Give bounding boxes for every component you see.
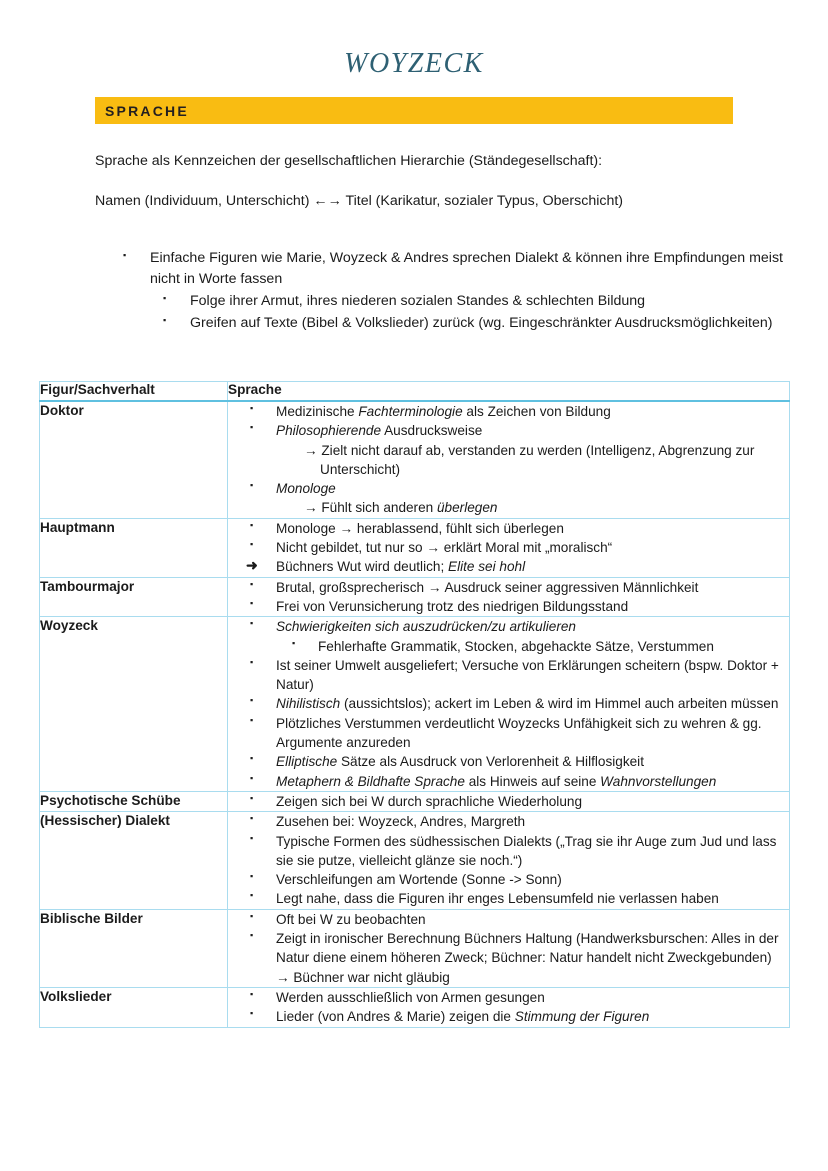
- table-cell-text: Frei von Verunsicherung trotz des niedrigen Bildungsstand: [276, 598, 629, 614]
- square-bullet-icon: ▪: [250, 832, 254, 843]
- table-row: [40, 617, 790, 792]
- table-row: [40, 577, 790, 617]
- square-bullet-icon: ▪: [250, 910, 254, 921]
- square-bullet-icon: ▪: [250, 480, 254, 491]
- table-cell-line: [228, 617, 789, 636]
- table-cell-text: Zeigen sich bei W durch sprachliche Wiederholung: [276, 793, 583, 809]
- table-cell-figur: Biblische Bilder: [40, 909, 228, 987]
- column-header-figur: Figur/Sachverhalt: [40, 382, 228, 402]
- table-cell-line: [228, 656, 789, 695]
- table-row: [40, 401, 790, 518]
- table-cell-sprache: [228, 812, 790, 909]
- top-list-item: [95, 248, 785, 289]
- table-cell-figur: Psychotische Schübe: [40, 791, 228, 811]
- table-cell-line: [228, 752, 789, 771]
- table-cell-line: [228, 538, 789, 557]
- table-cell-text: Oft bei W zu beobachten: [276, 911, 426, 927]
- table-cell-line: [228, 929, 789, 987]
- table-cell-text: Plötzliches Verstummen verdeutlicht Woyzecks Unfähigkeit sich zu wehren & gg. Argumente anzureden: [276, 715, 762, 751]
- table-cell-line: [228, 832, 789, 871]
- square-bullet-icon: ▪: [250, 519, 254, 530]
- square-bullet-icon: ▪: [163, 293, 167, 304]
- square-bullet-icon: ▪: [163, 314, 167, 325]
- table-cell-text: Verschleifungen am Wortende (Sonne -> Sonn): [276, 872, 562, 888]
- table-cell-text: Medizinische Fachterminologie als Zeichen von Bildung: [276, 404, 611, 419]
- table-cell-text: Elliptische Sätze als Ausdruck von Verlorenheit & Hilflosigkeit: [276, 754, 644, 770]
- square-bullet-icon: ▪: [250, 695, 254, 706]
- table-cell-sprache: [228, 791, 790, 811]
- table-cell-text: Nicht gebildet, tut nur so → erklärt Moral mit „moralisch“: [276, 540, 613, 556]
- table-cell-figur: Tambourmajor: [40, 577, 228, 617]
- square-bullet-icon: ▪: [250, 422, 254, 433]
- table-cell-line: [228, 988, 789, 1007]
- table-cell-figur: Doktor: [40, 401, 228, 518]
- square-bullet-icon: ▪: [250, 578, 254, 589]
- table-cell-line: [228, 479, 789, 498]
- table-cell-text: Legt nahe, dass die Figuren ihr enges Lebensumfeld nie verlassen haben: [276, 891, 719, 907]
- table-cell-figur: Volkslieder: [40, 987, 228, 1027]
- intro-paragraphs: [95, 152, 775, 232]
- top-list-item-text: Greifen auf Texte (Bibel & Volkslieder) zurück (wg. Eingeschränkter Ausdrucksmöglichkeiten): [190, 314, 773, 331]
- table-cell-figur: Hauptmann: [40, 518, 228, 577]
- table-cell-line: [228, 1007, 789, 1026]
- table-cell-line: [228, 519, 789, 538]
- table-cell-text: Metaphern & Bildhafte Sprache als Hinweis auf seine Wahnvorstellungen: [276, 773, 717, 789]
- square-bullet-icon: ▪: [123, 250, 127, 260]
- top-list-item: [95, 291, 785, 312]
- square-bullet-icon: ▪: [250, 656, 254, 667]
- table-cell-text: Brutal, großsprecherisch → Ausdruck seiner aggressiven Männlichkeit: [276, 579, 699, 595]
- table-cell-text: Philosophierende Ausdrucksweise: [276, 423, 483, 439]
- table-cell-line: [228, 694, 789, 713]
- table-cell-line: [228, 772, 789, 791]
- table-cell-figur: (Hessischer) Dialekt: [40, 812, 228, 909]
- square-bullet-icon: ▪: [250, 714, 254, 725]
- table-cell-sprache: [228, 617, 790, 792]
- sprache-table-wrap: [39, 381, 789, 1028]
- table-row: [40, 791, 790, 811]
- square-bullet-icon: ▪: [250, 792, 254, 803]
- square-bullet-icon: ▪: [250, 871, 254, 882]
- top-list-item: [95, 313, 785, 334]
- column-header-sprache: Sprache: [228, 382, 790, 402]
- table-cell-text: → Fühlt sich anderen überlegen: [304, 500, 498, 516]
- table-cell-line: [228, 870, 789, 889]
- table-cell-line: [228, 792, 789, 811]
- table-cell-line: [228, 498, 789, 517]
- table-cell-text: Lieder (von Andres & Marie) zeigen die Stimmung der Figuren: [276, 1009, 650, 1025]
- table-cell-sprache: [228, 577, 790, 617]
- table-cell-line: [228, 889, 789, 908]
- table-cell-text: Werden ausschließlich von Armen gesungen: [276, 989, 545, 1005]
- table-head: [40, 382, 790, 402]
- table-cell-text: Typische Formen des südhessischen Dialekts („Trag sie ihr Auge zum Jud und lass sie sie putze, vielleicht glänze sie noch.“): [276, 833, 777, 868]
- top-list-item-text: Einfache Figuren wie Marie, Woyzeck & Andres sprechen Dialekt & können ihre Empfindungen meist nicht in Worte fassen: [150, 250, 783, 287]
- page-title: WOYZECK: [344, 48, 484, 79]
- table-cell-line: [228, 421, 789, 440]
- section-banner-sprache: [95, 97, 733, 124]
- table-cell-line: [228, 578, 789, 597]
- square-bullet-icon: ▪: [250, 772, 254, 783]
- square-bullet-icon: ▪: [250, 988, 254, 999]
- intro-line-1: Sprache als Kennzeichen der gesellschaftlichen Hierarchie (Ständegesellschaft):: [95, 153, 603, 169]
- table-cell-text: Büchners Wut wird deutlich; Elite sei hohl: [276, 559, 526, 575]
- table-body: [40, 401, 790, 1027]
- square-bullet-icon: ▪: [250, 890, 254, 901]
- square-bullet-icon: ▪: [250, 930, 254, 941]
- square-bullet-icon: ▪: [250, 597, 254, 608]
- table-cell-figur: Woyzeck: [40, 617, 228, 792]
- table-cell-sprache: [228, 909, 790, 987]
- intro-line-2: Namen (Individuum, Unterschicht) ←→ Titel (Karikatur, sozialer Typus, Oberschicht): [95, 193, 624, 210]
- table-cell-text: Monologe → herablassend, fühlt sich überlegen: [276, 520, 564, 536]
- top-bullet-list: [95, 248, 785, 334]
- table-cell-line: [228, 812, 789, 831]
- table-row: [40, 812, 790, 909]
- table-header-row: [40, 382, 790, 402]
- table-cell-text: Monologe: [276, 481, 336, 497]
- table-cell-line: [228, 910, 789, 929]
- table-cell-text: Schwierigkeiten sich auszudrücken/zu artikulieren: [276, 619, 576, 635]
- table-cell-line: [228, 597, 789, 616]
- table-cell-text: Nihilistisch (aussichtslos); ackert im Leben & wird im Himmel auch arbeiten müssen: [276, 696, 779, 712]
- top-list-item-text: Folge ihrer Armut, ihres niederen sozialen Standes & schlechten Bildung: [190, 293, 646, 310]
- table-cell-line: [228, 637, 789, 656]
- bold-arrow-icon: ➜: [246, 557, 258, 574]
- square-bullet-icon: ▪: [250, 618, 254, 629]
- table-cell-line: [228, 557, 789, 576]
- table-cell-text: Zusehen bei: Woyzeck, Andres, Margreth: [276, 814, 526, 830]
- table-cell-text: Zeigt in ironischer Berechnung Büchners Haltung (Handwerksburschen: Alles in der Natur diene einem höheren Zweck; Büchner: Natur handelt nicht Zweckgebunden) → Büchner war nicht gläubig: [276, 931, 779, 985]
- table-row: [40, 987, 790, 1027]
- square-bullet-icon: ▪: [250, 403, 254, 413]
- table-cell-sprache: [228, 401, 790, 518]
- table-cell-line: [228, 402, 789, 421]
- table-cell-line: [228, 714, 789, 753]
- table-row: [40, 518, 790, 577]
- sprache-table: [39, 381, 790, 1028]
- table-cell-sprache: [228, 518, 790, 577]
- square-bullet-icon: ▪: [292, 637, 296, 648]
- table-cell-line: [228, 441, 789, 480]
- table-row: [40, 909, 790, 987]
- table-cell-text: Fehlerhafte Grammatik, Stocken, abgehackte Sätze, Verstummen: [318, 638, 714, 654]
- table-cell-text: Ist seiner Umwelt ausgeliefert; Versuche von Erklärungen scheitern (bspw. Doktor + Natur): [276, 657, 779, 693]
- square-bullet-icon: ▪: [250, 753, 254, 764]
- square-bullet-icon: ▪: [250, 539, 254, 550]
- square-bullet-icon: ▪: [250, 813, 254, 824]
- table-cell-text: → Zielt nicht darauf ab, verstanden zu werden (Intelligenz, Abgrenzung zur Unterschicht): [304, 442, 755, 477]
- table-cell-sprache: [228, 987, 790, 1027]
- section-banner-label: SPRACHE: [105, 102, 189, 119]
- square-bullet-icon: ▪: [250, 1008, 254, 1019]
